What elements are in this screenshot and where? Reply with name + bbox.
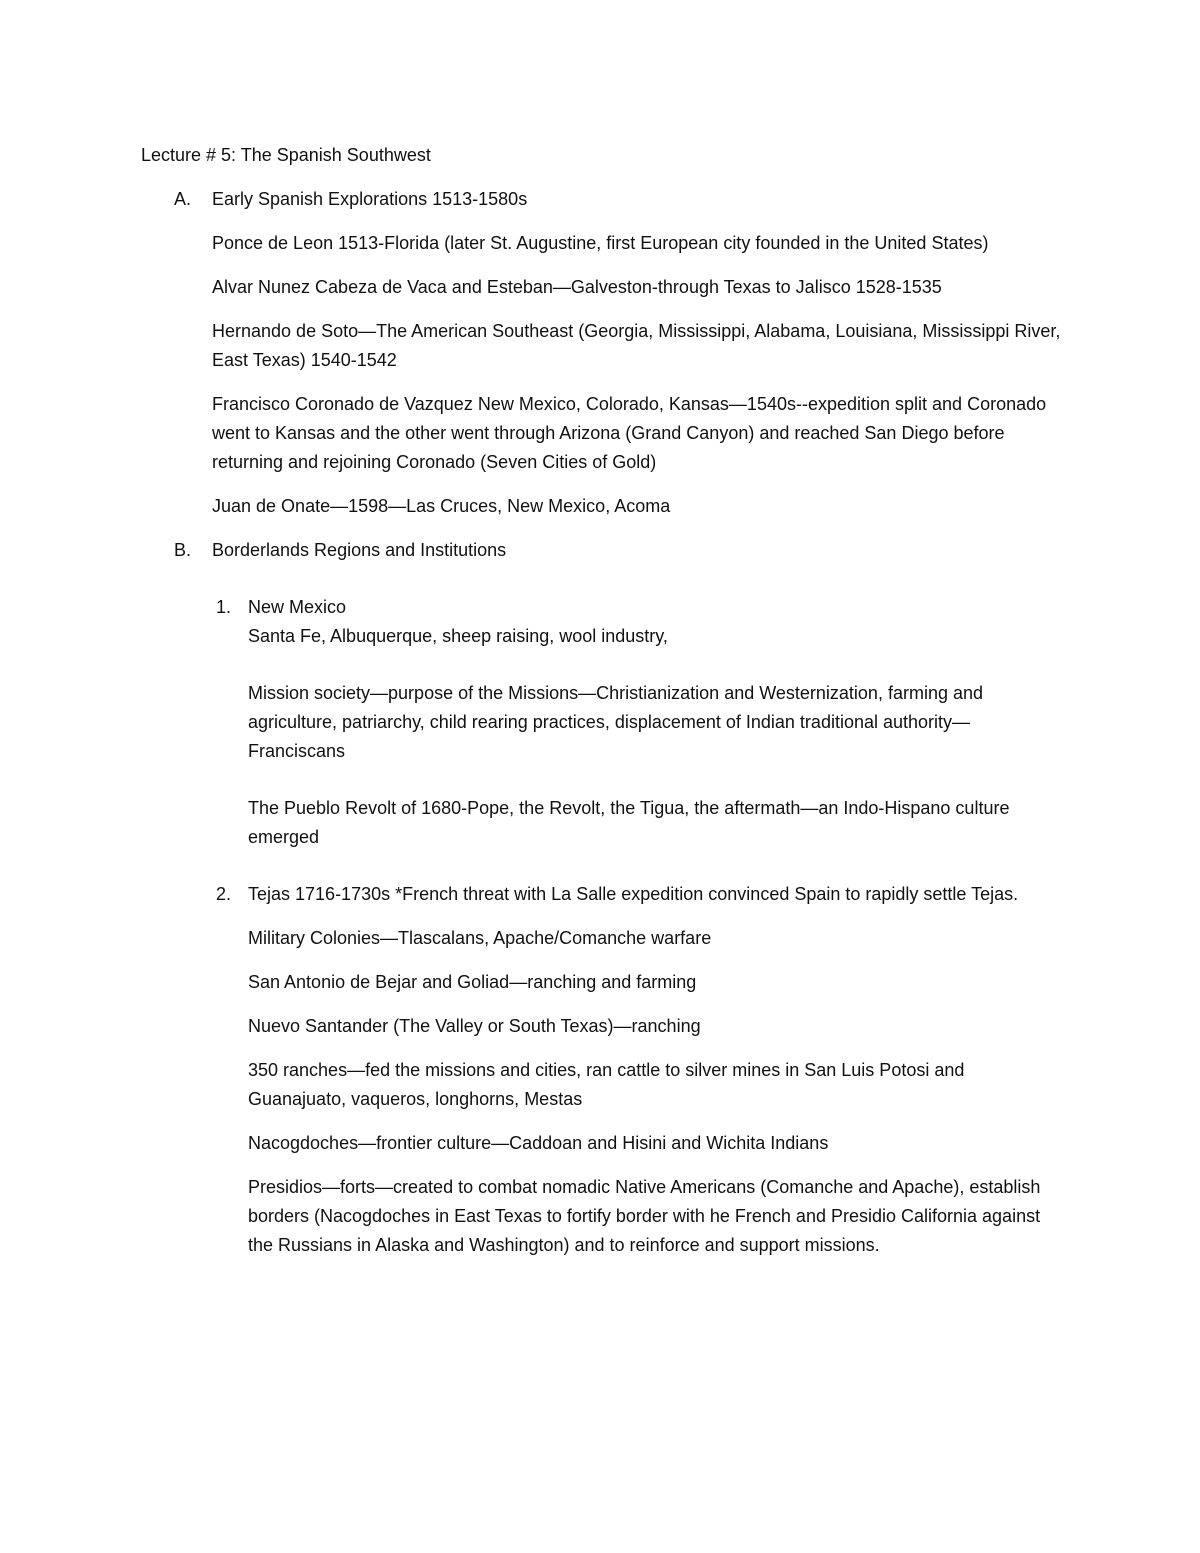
subsection-marker: 1. (216, 597, 232, 617)
paragraph-presidios: Presidios—forts—created to combat nomadic Native Americans (Comanche and Apache), establish borders (Nacogdoches in East Texas to fortify border with he French and Presidio California against the Russians in Alaska and Washington) and to reinforce and support missions. (248, 1177, 1041, 1255)
section-body (212, 229, 1061, 521)
section-marker: A. (174, 189, 192, 209)
paragraph-mission-society: Mission society—purpose of the Missions—Christianization and Westernization, farming and agriculture, patriarchy, child rearing practices, displacement of Indian traditional authority—Franciscans (248, 683, 984, 761)
subsection-body (248, 880, 1061, 1275)
paragraph-nuevo-santander: Nuevo Santander (The Valley or South Texas)—ranching (248, 1016, 701, 1036)
document-title: Lecture # 5: The Spanish Southwest (141, 145, 431, 165)
paragraph-ranches: 350 ranches—fed the missions and cities, ran cattle to silver mines in San Luis Potosi and Guanajuato, vaqueros, longhorns, Mestas (248, 1060, 965, 1109)
paragraph-military-colonies: Military Colonies—Tlascalans, Apache/Comanche warfare (248, 928, 712, 948)
subsection-title: New Mexico (248, 597, 347, 617)
section-heading: Borderlands Regions and Institutions (212, 540, 507, 560)
paragraph-cabeza-de-vaca: Alvar Nunez Cabeza de Vaca and Esteban—Galveston-through Texas to Jalisco 1528-1535 (212, 277, 942, 297)
paragraph-nacogdoches: Nacogdoches—frontier culture—Caddoan and Hisini and Wichita Indians (248, 1133, 829, 1153)
paragraph-onate: Juan de Onate—1598—Las Cruces, New Mexico, Acoma (212, 496, 671, 516)
paragraph-san-antonio: San Antonio de Bejar and Goliad—ranching and farming (248, 972, 697, 992)
section-heading: Early Spanish Explorations 1513-1580s (212, 189, 528, 209)
section-body (212, 593, 1061, 1275)
section-heading-row (141, 185, 1061, 214)
paragraph-santa-fe: Santa Fe, Albuquerque, sheep raising, wool industry, (248, 626, 668, 646)
subsection-marker: 2. (216, 884, 232, 904)
subsection-new-mexico (212, 593, 1061, 880)
subsection-body (248, 593, 1061, 880)
section-borderlands (141, 536, 1061, 1275)
section-early-explorations (141, 185, 1061, 521)
paragraph-coronado: Francisco Coronado de Vazquez New Mexico, Colorado, Kansas—1540s--expedition split and Coronado went to Kansas and the other went through Arizona (Grand Canyon) and reached San Diego before returning and rejoining Coronado (Seven Cities of Gold) (212, 394, 1047, 472)
subsection-title: Tejas 1716-1730s *French threat with La Salle expedition convinced Spain to rapidly settle Tejas. (248, 884, 1019, 904)
section-marker: B. (174, 540, 192, 560)
paragraph-ponce-de-leon: Ponce de Leon 1513-Florida (later St. Augustine, first European city founded in the United States) (212, 233, 989, 253)
section-heading-row (141, 536, 1061, 565)
lecture-notes (141, 141, 1061, 1275)
paragraph-de-soto: Hernando de Soto—The American Southeast (Georgia, Mississippi, Alabama, Louisiana, Mississippi River, East Texas) 1540-1542 (212, 321, 1061, 370)
subsection-tejas (212, 880, 1061, 1275)
paragraph-pueblo-revolt: The Pueblo Revolt of 1680-Pope, the Revolt, the Tigua, the aftermath—an Indo-Hispano culture emerged (248, 798, 1010, 847)
